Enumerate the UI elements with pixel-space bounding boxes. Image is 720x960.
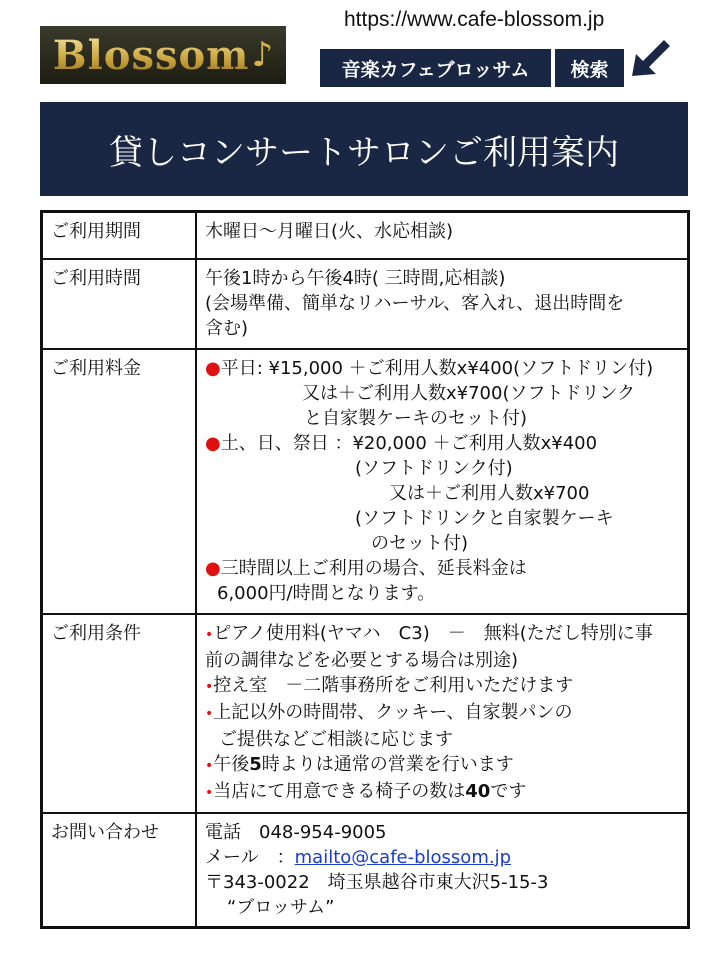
condition-line	[205, 673, 679, 700]
bullet-icon: •	[205, 626, 214, 643]
music-note-icon: ♪	[251, 35, 274, 75]
condition-line: ご提供などご相談に応じます	[219, 728, 453, 750]
fee-line: (ソフトドリンクと自家製ケーキ	[355, 507, 614, 529]
fee-line: のセット付)	[371, 532, 469, 554]
period-text: 木曜日～月曜日(火、水応相談)	[205, 221, 454, 242]
bullet-icon: •	[205, 678, 214, 695]
time-line: 午後1時から午後4時( 三時間,応相談)	[205, 267, 506, 289]
page-title: 貸しコンサートサロンご利用案内	[40, 102, 688, 196]
table-row	[42, 212, 689, 259]
bullet-icon: ●	[205, 357, 221, 379]
fee-line	[205, 556, 679, 581]
period-cell	[196, 212, 689, 259]
fee-cell	[196, 349, 689, 614]
row-label: ご利用条件	[42, 614, 197, 813]
bullet-icon: ●	[205, 557, 221, 579]
site-url[interactable]: https://www.cafe-blossom.jp	[344, 8, 605, 31]
search-term[interactable]: 音楽カフェブロッサム	[320, 49, 551, 87]
table-row	[42, 349, 689, 614]
condition-text: 時よりは通常の営業を行います	[261, 753, 514, 775]
time-line: (会場準備、簡単なリハーサル、客入れ、退出時間を	[205, 292, 625, 314]
time-cell	[196, 259, 689, 349]
fee-line	[205, 356, 679, 381]
row-label: ご利用期間	[42, 212, 197, 259]
info-table	[40, 210, 690, 929]
bullet-icon: •	[205, 784, 214, 801]
condition-number: 40	[465, 780, 491, 802]
condition-text: 午後	[213, 753, 250, 775]
table-row	[42, 614, 689, 813]
table-row	[42, 813, 689, 928]
condition-line	[205, 700, 679, 727]
fee-line: と自家製ケーキのセット付)	[304, 407, 528, 429]
condition-text: 控え室 －二階事務所をご利用いただけます	[213, 674, 574, 696]
fee-weekday: 平日: ¥15,000 ＋ご利用人数x¥400(ソフトドリン付)	[220, 357, 654, 379]
contact-address: 〒343-0022 埼玉県越谷市東大沢5-15-3	[205, 871, 549, 893]
condition-text: です	[490, 780, 527, 802]
conditions-cell	[196, 614, 689, 813]
logo-text: Blossom	[52, 31, 250, 79]
condition-line	[205, 752, 679, 779]
time-line: 含む)	[205, 317, 249, 339]
fee-line: (ソフトドリンク付)	[355, 457, 513, 479]
condition-text: ピアノ使用料(ヤマハ C3) － 無料(ただし特別に事	[213, 622, 653, 644]
contact-mail-line	[205, 845, 679, 870]
contact-cell	[196, 813, 689, 928]
bullet-icon: •	[205, 757, 214, 774]
table-row	[42, 259, 689, 349]
mail-link[interactable]: mailto@cafe-blossom.jp	[294, 846, 512, 868]
condition-line: 前の調律などを必要とする場合は別途)	[205, 649, 519, 671]
condition-number: 5	[249, 753, 262, 775]
fee-line: 6,000円/時間となります。	[217, 582, 436, 604]
fee-line: 又は＋ご利用人数x¥700(ソフトドリンク	[302, 382, 636, 404]
condition-line	[205, 621, 679, 648]
row-label: お問い合わせ	[42, 813, 197, 928]
fee-line	[205, 431, 679, 456]
row-label: ご利用料金	[42, 349, 197, 614]
fee-extension: 三時間以上ご利用の場合、延長料金は	[220, 557, 527, 579]
condition-text: 上記以外の時間帯、クッキー、自家製パンの	[213, 701, 573, 723]
fee-weekend: 土、日、祭日 ：¥20,000 ＋ご利用人数x¥400	[220, 432, 598, 454]
bullet-icon: ●	[205, 432, 221, 454]
condition-line	[205, 779, 679, 806]
bullet-icon: •	[205, 705, 214, 722]
condition-text: 当店にて用意できる椅子の数は	[213, 780, 466, 802]
mail-label: メール ：	[205, 846, 295, 868]
logo[interactable]	[40, 26, 286, 84]
contact-name: “ブロッサム”	[227, 896, 335, 918]
row-label: ご利用時間	[42, 259, 197, 349]
pointer-arrow-icon	[630, 36, 674, 80]
contact-phone: 電話 048-954-9005	[205, 821, 387, 843]
fee-line: 又は＋ご利用人数x¥700	[389, 482, 590, 504]
search-button[interactable]: 検索	[555, 49, 624, 87]
